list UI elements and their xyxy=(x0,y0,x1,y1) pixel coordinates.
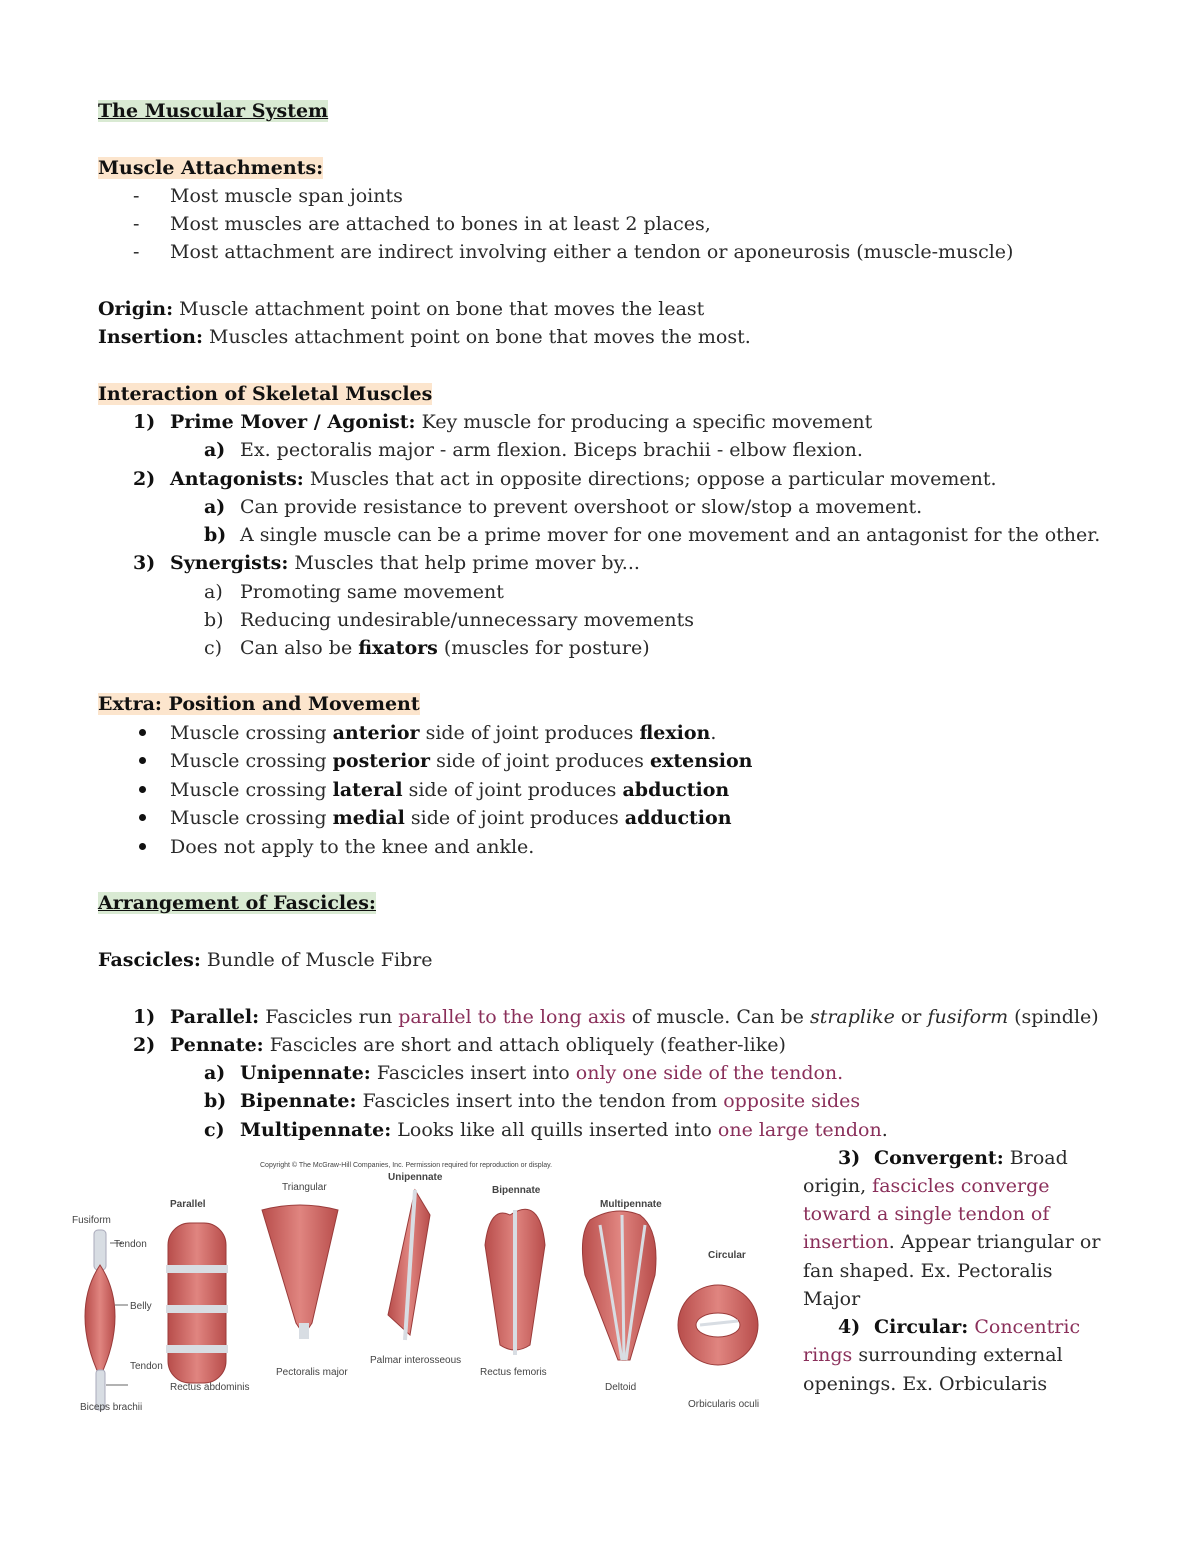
antagonists-sub-b: A single muscle can be a prime mover for one movement and an antagonist for the other. xyxy=(240,524,1101,546)
dash-marker: - xyxy=(133,185,140,207)
circular-line-3: openings. Ex. Orbicularis xyxy=(803,1373,1048,1395)
prime-mover-item: Prime Mover / Agonist: Key muscle for producing a specific movement xyxy=(170,411,873,433)
dash-marker: - xyxy=(133,213,140,235)
synergists-sub-c: Can also be fixators (muscles for posture) xyxy=(240,637,650,659)
multipennate-item: Multipennate: Looks like all quills inserted into one large tendon. xyxy=(240,1119,888,1141)
sub-list-letter: c) xyxy=(204,637,223,659)
list-number: 4) xyxy=(838,1316,861,1338)
convergent-line-4: insertion. Appear triangular or xyxy=(803,1231,1101,1253)
fascicles-definition: Fascicles: Bundle of Muscle Fibre xyxy=(98,949,433,971)
list-number: 1) xyxy=(133,411,156,433)
dash-marker: - xyxy=(133,241,140,263)
label-triangular: Triangular xyxy=(282,1182,327,1193)
bullet-dot xyxy=(139,843,146,850)
sub-list-letter: a) xyxy=(204,1062,226,1084)
attachment-bullet-3: Most attachment are indirect involving either a tendon or aponeurosis (muscle-muscle) xyxy=(170,241,1014,263)
position-row-5: Does not apply to the knee and ankle. xyxy=(170,836,535,858)
sub-list-letter: b) xyxy=(204,524,227,546)
label-rectus-abdominis: Rectus abdominis xyxy=(170,1382,250,1393)
circular-muscle-illustration xyxy=(678,1285,758,1365)
label-deltoid: Deltoid xyxy=(605,1382,637,1393)
list-number: 2) xyxy=(133,468,156,490)
section-heading-extra: Extra: Position and Movement xyxy=(98,693,420,715)
label-unipennate: Unipennate xyxy=(388,1172,443,1183)
convergent-line-2: origin, fascicles converge xyxy=(803,1175,1050,1197)
bullet-dot xyxy=(139,814,146,821)
sub-list-letter: b) xyxy=(204,609,224,631)
bullet-dot xyxy=(139,786,146,793)
sub-list-letter: a) xyxy=(204,496,226,518)
multipennate-muscle-illustration xyxy=(582,1211,656,1360)
label-circular: Circular xyxy=(708,1250,746,1261)
label-parallel: Parallel xyxy=(170,1199,206,1210)
pennate-item: Pennate: Fascicles are short and attach obliquely (feather-like) xyxy=(170,1034,786,1056)
antagonists-item: Antagonists: Muscles that act in opposite directions; oppose a particular movement. xyxy=(170,468,997,490)
section-heading-fascicles: Arrangement of Fascicles: xyxy=(98,892,376,914)
parallel-item: Parallel: Fascicles run parallel to the long axis of muscle. Can be straplike or fusiform (spindle) xyxy=(170,1006,1099,1028)
attachment-bullet-1: Most muscle span joints xyxy=(170,185,403,207)
position-row-2: Muscle crossing posterior side of joint produces extension xyxy=(170,750,753,772)
unipennate-muscle-illustration xyxy=(388,1190,430,1340)
convergent-line-5: fan shaped. Ex. Pectoralis xyxy=(803,1260,1053,1282)
section-heading-interaction: Interaction of Skeletal Muscles xyxy=(98,383,433,405)
list-number: 2) xyxy=(133,1034,156,1056)
sub-list-letter: b) xyxy=(204,1090,227,1112)
label-fusiform: Fusiform xyxy=(72,1215,111,1226)
label-belly: Belly xyxy=(130,1301,152,1312)
page-title: The Muscular System xyxy=(98,100,329,122)
position-row-1: Muscle crossing anterior side of joint produces flexion. xyxy=(170,722,717,744)
label-multipennate: Multipennate xyxy=(600,1199,662,1210)
circular-line-1: Circular: Concentric xyxy=(874,1316,1081,1338)
convergent-line-3: toward a single tendon of xyxy=(803,1203,1050,1225)
synergists-sub-b: Reducing undesirable/unnecessary movements xyxy=(240,609,694,631)
label-rectus-femoris: Rectus femoris xyxy=(480,1367,547,1378)
attachment-bullet-2: Most muscles are attached to bones in at least 2 places, xyxy=(170,213,711,235)
label-palmar-interosseous: Palmar interosseous xyxy=(370,1355,462,1366)
insertion-definition: Insertion: Muscles attachment point on bone that moves the most. xyxy=(98,326,751,348)
label-tendon-bottom: Tendon xyxy=(130,1361,163,1372)
label-orbicularis-oculi: Orbicularis oculi xyxy=(688,1399,760,1410)
synergists-sub-a: Promoting same movement xyxy=(240,581,504,603)
position-row-3: Muscle crossing lateral side of joint produces abduction xyxy=(170,779,730,801)
section-heading-attachments: Muscle Attachments: xyxy=(98,157,324,179)
list-number: 3) xyxy=(838,1147,861,1169)
list-number: 3) xyxy=(133,552,156,574)
bullet-dot xyxy=(139,729,146,736)
label-bipennate: Bipennate xyxy=(492,1185,541,1196)
position-row-4: Muscle crossing medial side of joint produces adduction xyxy=(170,807,732,829)
fascicle-arrangement-figure xyxy=(70,1155,785,1420)
sub-list-letter: a) xyxy=(204,581,223,603)
circular-line-2: rings surrounding external xyxy=(803,1344,1063,1366)
label-biceps-brachii: Biceps brachii xyxy=(80,1402,143,1413)
bipennate-muscle-illustration xyxy=(485,1209,545,1355)
prime-mover-example: Ex. pectoralis major - arm flexion. Biceps brachii - elbow flexion. xyxy=(240,439,863,461)
antagonists-sub-a: Can provide resistance to prevent overshoot or slow/stop a movement. xyxy=(240,496,923,518)
triangular-muscle-illustration xyxy=(262,1205,338,1339)
unipennate-item: Unipennate: Fascicles insert into only one side of the tendon. xyxy=(240,1062,844,1084)
label-pectoralis-major: Pectoralis major xyxy=(276,1367,348,1378)
convergent-line-1: Convergent: Broad xyxy=(874,1147,1068,1169)
figure-copyright: Copyright © The McGraw-Hill Companies, Inc. Permission required for reproduction or display. xyxy=(260,1162,553,1169)
sub-list-letter: c) xyxy=(204,1119,225,1141)
origin-definition: Origin: Muscle attachment point on bone that moves the least xyxy=(98,298,705,320)
fusiform-muscle-illustration xyxy=(85,1230,128,1410)
synergists-item: Synergists: Muscles that help prime mover by... xyxy=(170,552,640,574)
convergent-line-6: Major xyxy=(803,1288,861,1310)
bullet-dot xyxy=(139,757,146,764)
label-tendon-top: Tendon xyxy=(114,1239,147,1250)
sub-list-letter: a) xyxy=(204,439,226,461)
parallel-muscle-illustration xyxy=(166,1223,228,1383)
bipennate-item: Bipennate: Fascicles insert into the tendon from opposite sides xyxy=(240,1090,861,1112)
list-number: 1) xyxy=(133,1006,156,1028)
